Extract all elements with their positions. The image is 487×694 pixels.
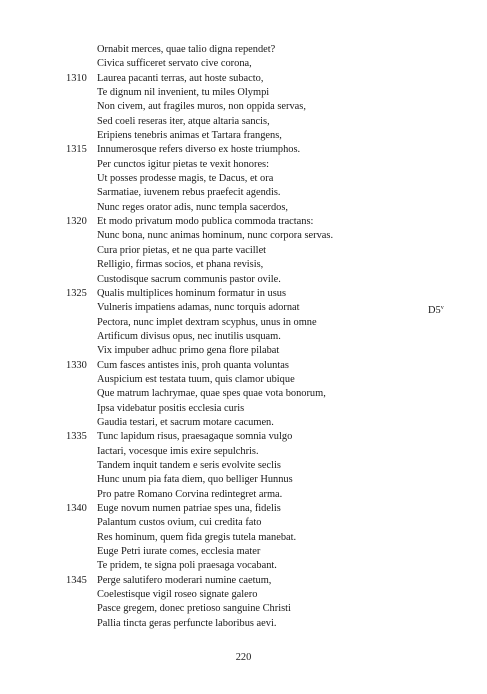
- verse-line: [0, 316, 487, 330]
- verse-line: [0, 574, 487, 588]
- line-number: 1325: [66, 287, 87, 299]
- verse-line: [0, 273, 487, 287]
- verse-text: Laurea pacanti terras, aut hoste subacto,: [97, 72, 264, 84]
- verse-text: Iactari, vocesque imis exire sepulchris.: [97, 445, 259, 457]
- verse-text: Innumerosque refers diverso ex hoste triumphos.: [97, 144, 301, 156]
- verse-text: Palantum custos ovium, cui credita fato: [97, 517, 262, 529]
- verse-text: Coelestisque vigil roseo signate galero: [97, 589, 258, 601]
- line-number: 1315: [66, 144, 87, 156]
- verse-line: [0, 172, 487, 186]
- verse-line: [0, 488, 487, 502]
- verse-text: Pasce gregem, donec pretioso sanguine Christi: [97, 603, 291, 615]
- verse-line: [0, 402, 487, 416]
- verse-text: Qualis multiplices hominum formatur in usus: [97, 287, 287, 299]
- verse-text: Eripiens tenebris animas et Tartara frangens,: [97, 130, 282, 142]
- verse-text: Sed coeli reseras iter, atque altaria sancis,: [97, 115, 270, 127]
- verse-text: Cura prior pietas, et ne qua parte vacillet: [97, 244, 267, 256]
- verse-line: [0, 158, 487, 172]
- verse-text: Custodisque sacrum communis pastor ovile.: [97, 273, 281, 285]
- verse-text: Tunc lapidum risus, praesagaque somnia vulgo: [97, 431, 293, 443]
- verse-text: Te pridem, te signa poli praesaga vocabant.: [97, 560, 277, 572]
- signature-superscript: v: [440, 305, 444, 312]
- verse-line: [0, 459, 487, 473]
- verse-text: Pectora, nunc implet dextram scyphus, unus in omne: [97, 316, 317, 328]
- verse-text: Per cunctos igitur pietas te vexit honores:: [97, 158, 269, 170]
- verse-line: [0, 387, 487, 401]
- verse-line: [0, 516, 487, 530]
- verse-line: [0, 43, 487, 57]
- verse-line: [0, 258, 487, 272]
- page-number: 220: [235, 652, 252, 663]
- verse-line: [0, 186, 487, 200]
- verse-text: Hunc unum pia fata diem, quo belliger Hunnus: [97, 474, 293, 486]
- verse-line: [0, 559, 487, 573]
- verse-text: Auspicium est testata tuum, quis clamor ubique: [97, 373, 295, 385]
- verse-text: Relligio, firmas socios, et phana revisis,: [97, 259, 264, 271]
- verse-text: Ornabit merces, quae talio digna rependet?: [97, 44, 276, 55]
- verse-line: [0, 72, 487, 86]
- verse-line: [0, 143, 487, 157]
- verse-text: Que matrum lachrymae, quae spes quae vota bonorum,: [97, 388, 326, 400]
- verse-text: Euge novum numen patriae spes una, fidelis: [97, 503, 281, 514]
- verse-line: [0, 344, 487, 358]
- verse-line: [0, 545, 487, 559]
- verse-line: [0, 473, 487, 487]
- line-number: 1320: [66, 216, 87, 228]
- verse-text: Et modo privatum modo publica commoda tractans:: [97, 216, 314, 228]
- verse-text: Tandem inquit tandem e seris evolvite seclis: [97, 459, 281, 471]
- verse-line: [0, 602, 487, 616]
- verse-text: Cum fasces antistes inis, proh quanta voluntas: [97, 359, 289, 371]
- verse-line: [0, 502, 487, 516]
- verse-line: [0, 301, 487, 315]
- verse-text: Ipsa videbatur positis ecclesia curis: [97, 402, 245, 414]
- line-number: 1330: [66, 359, 87, 371]
- poem-text: [0, 43, 487, 631]
- verse-text: Vulneris impatiens adamas, nunc torquis adornat: [97, 302, 300, 314]
- verse-line: [0, 100, 487, 114]
- verse-text: Nunc bona, nunc animas hominum, nunc corpora servas.: [97, 230, 334, 242]
- verse-line: [0, 588, 487, 602]
- verse-line: [0, 229, 487, 243]
- verse-line: [0, 287, 487, 301]
- verse-text: Nunc reges orator adis, nunc templa sacerdos,: [97, 201, 289, 213]
- verse-line: [0, 445, 487, 459]
- verse-text: Ut posses prodesse magis, te Dacus, et ora: [97, 173, 274, 185]
- verse-text: Artificum divisus opus, nec inutilis usquam.: [97, 330, 281, 342]
- verse-line: [0, 373, 487, 387]
- verse-text: Perge salutifero moderari numine caetum,: [97, 574, 272, 586]
- verse-text: Non civem, aut fragiles muros, non oppida servas,: [97, 101, 306, 113]
- verse-line: [0, 617, 487, 631]
- verse-line: [0, 115, 487, 129]
- signature-label: D5: [428, 305, 441, 317]
- line-number: 1310: [66, 72, 87, 84]
- verse-line: [0, 416, 487, 430]
- verse-text: Te dignum nil invenient, tu miles Olympi: [97, 87, 270, 99]
- verse-text: Pro patre Romano Corvina redintegret arma.: [97, 488, 283, 500]
- line-number: 1335: [66, 431, 87, 443]
- verse-line: [0, 330, 487, 344]
- line-number: 1340: [66, 503, 87, 514]
- verse-text: Euge Petri iurate comes, ecclesia mater: [97, 546, 261, 558]
- verse-text: Civica sufficeret servato cive corona,: [97, 58, 252, 70]
- verse-line: [0, 430, 487, 444]
- verse-text: Res hominum, quem fida gregis tutela manebat.: [97, 531, 297, 543]
- verse-text: Sarmatiae, iuvenem rebus praefecit agendis.: [97, 187, 281, 199]
- verse-line: [0, 531, 487, 545]
- line-number: 1345: [66, 574, 87, 586]
- verse-text: Gaudia testari, et sacrum motare cacumen.: [97, 416, 274, 428]
- verse-text: Vix impuber adhuc primo gena flore pilabat: [97, 345, 280, 357]
- verse-line: [0, 201, 487, 215]
- verse-text: Pallia tincta geras perfuncte laboribus aevi.: [97, 617, 277, 629]
- verse-line: [0, 86, 487, 100]
- verse-line: [0, 359, 487, 373]
- verse-line: [0, 57, 487, 71]
- verse-line: [0, 129, 487, 143]
- verse-line: [0, 215, 487, 229]
- verse-line: [0, 244, 487, 258]
